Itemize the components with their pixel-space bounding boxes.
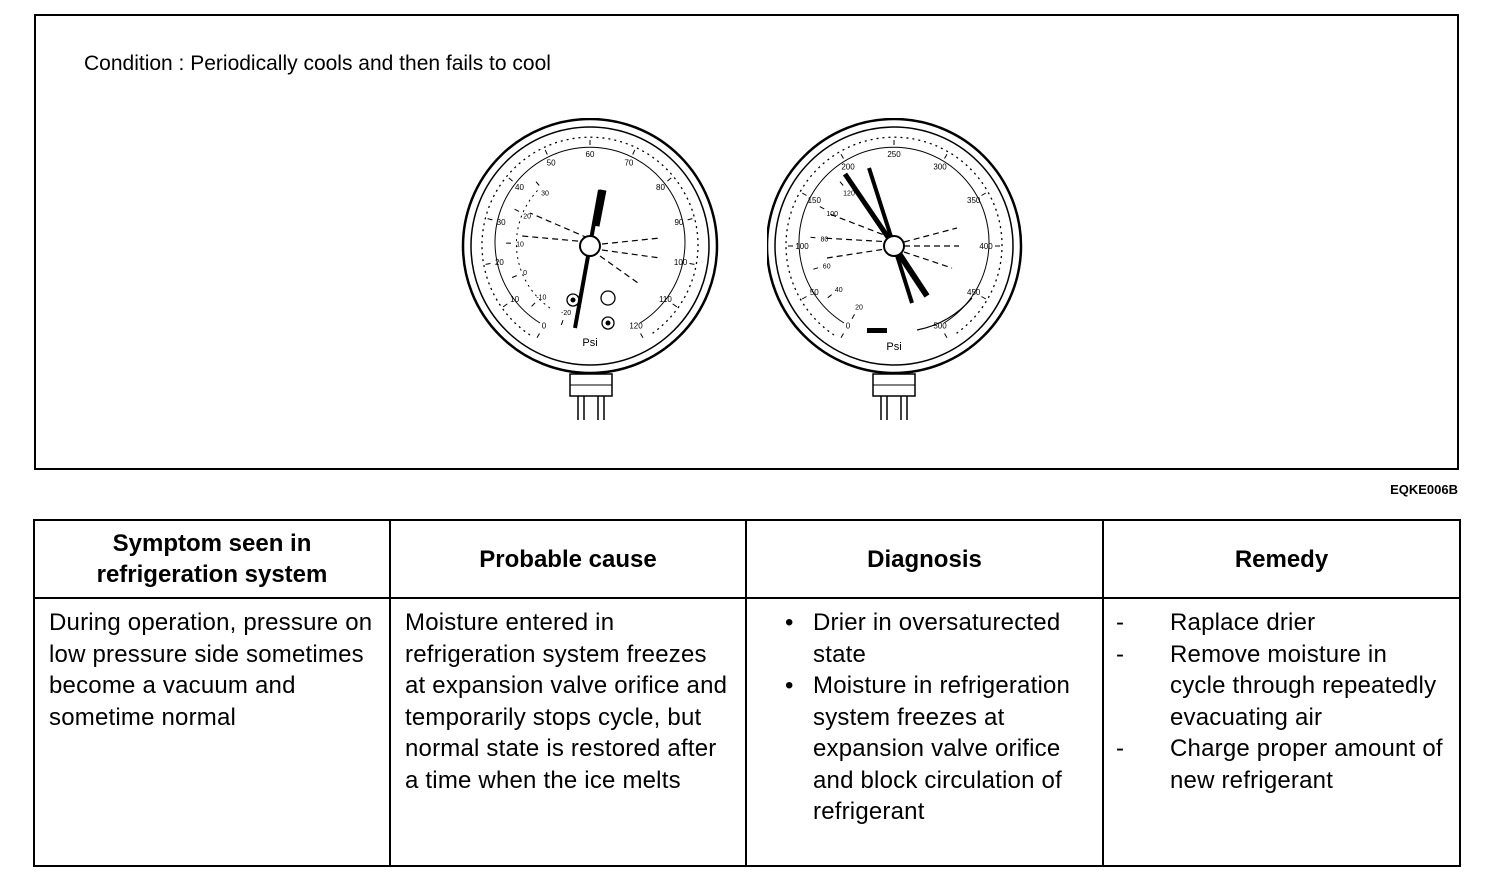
high-outer-tick: [982, 193, 986, 196]
low-outer-label: 80: [656, 182, 665, 192]
diagnosis-item: • Moisture in refrigeration system freezes at expansion valve orifice and block circulation of refrigerant: [813, 670, 1090, 828]
table-header-row: [34, 520, 1460, 598]
high-inner-label: 120: [843, 190, 855, 198]
cause-cell: Moisture entered in refrigeration system freezes at expansion valve orifice and temporarily stops cycle, but normal state is restored after a time when the ice melts: [390, 598, 746, 866]
table-row: [34, 598, 1460, 866]
diagnosis-list: [747, 607, 1090, 828]
remedy-item: - Remove moisture in cycle through repeatedly evacuating air: [1170, 639, 1447, 734]
high-inner-tick: [811, 237, 816, 238]
low-outer-tick: [688, 219, 693, 220]
low-outer-label: 110: [659, 294, 672, 304]
low-inner-label: -10: [536, 294, 547, 302]
low-gauge-unit: Psi: [582, 337, 598, 349]
low-inner-tick: [515, 209, 520, 211]
high-inner-tick: [828, 295, 832, 298]
symptom-cell: During operation, pressure on low pressure side sometimes become a vacuum and sometime normal: [34, 598, 390, 866]
low-inner-tick: [536, 182, 539, 186]
remedy-cell: [1103, 598, 1460, 866]
diagnosis-table: [33, 519, 1461, 867]
high-outer-label: 450: [967, 288, 981, 297]
low-outer-label: 120: [629, 321, 643, 331]
condition-caption: Condition : Periodically cools and then fails to cool: [84, 52, 551, 75]
low-outer-tick: [690, 264, 695, 265]
low-inner-label: -20: [561, 309, 572, 317]
high-inner-label: 100: [826, 211, 839, 219]
high-inner-label: 80: [820, 236, 829, 244]
low-outer-label: 40: [515, 182, 524, 192]
high-pressure-gauge: [767, 118, 1032, 428]
low-inner-label: 30: [541, 190, 549, 198]
low-inner-label: 0: [523, 270, 528, 278]
low-outer-label: 50: [546, 158, 556, 168]
high-outer-tick: [841, 154, 844, 158]
low-inner-tick: [532, 303, 536, 307]
header-diagnosis: Diagnosis: [746, 520, 1103, 598]
remedy-item: - Charge proper amount of new refrigerant: [1170, 733, 1447, 796]
low-outer-label: 30: [496, 218, 506, 228]
header-remedy: Remedy: [1103, 520, 1460, 598]
figure-frame: [34, 14, 1459, 470]
low-gauge-drawing: [460, 118, 725, 428]
high-outer-tick: [802, 297, 806, 300]
high-outer-label: 200: [841, 162, 855, 172]
figure-code: EQKE006B: [1390, 482, 1458, 497]
high-outer-label: 250: [887, 150, 901, 159]
diagnosis-cell: [746, 598, 1103, 866]
low-inner-tick: [561, 320, 563, 325]
high-outer-label: 150: [807, 196, 821, 205]
high-inner-label: 40: [834, 287, 843, 295]
high-outer-label: 0: [845, 321, 851, 331]
low-outer-label: 70: [624, 158, 634, 168]
diagnosis-item: • Drier in oversaturected state: [813, 607, 1090, 670]
high-gauge-unit: Psi: [886, 341, 902, 353]
low-outer-tick: [633, 150, 635, 155]
high-outer-label: 100: [795, 242, 809, 251]
high-outer-tick: [945, 154, 948, 158]
low-outer-label: 10: [510, 294, 520, 304]
low-outer-label: 0: [541, 321, 547, 331]
high-outer-label: 50: [809, 288, 819, 297]
low-outer-label: 90: [674, 218, 684, 228]
remedy-list: [1104, 607, 1447, 796]
low-outer-label: 60: [585, 150, 595, 159]
low-inner-label: 20: [523, 213, 531, 221]
high-inner-tick: [852, 314, 855, 318]
header-symptom: Symptom seen in refrigeration system: [34, 520, 390, 598]
high-outer-label: 400: [979, 242, 993, 251]
high-outer-tick: [982, 297, 986, 300]
high-outer-label: 500: [933, 321, 947, 331]
low-pressure-gauge: [460, 118, 725, 428]
low-inner-label: 10: [516, 241, 524, 249]
low-outer-tick: [488, 219, 493, 220]
high-inner-tick: [813, 268, 818, 269]
low-outer-tick: [545, 150, 547, 155]
high-outer-tick: [945, 334, 948, 338]
high-outer-label: 300: [933, 162, 947, 172]
low-outer-label: 20: [494, 258, 504, 267]
low-outer-tick: [667, 178, 671, 181]
low-outer-tick: [537, 334, 540, 338]
low-outer-tick: [503, 304, 507, 307]
high-gauge-drawing: [767, 118, 1032, 428]
low-inner-tick: [512, 276, 517, 278]
low-outer-label: 100: [673, 258, 688, 267]
high-outer-label: 350: [967, 196, 981, 205]
high-inner-tick: [840, 182, 843, 186]
low-outer-tick: [673, 304, 677, 307]
header-probable-cause: Probable cause: [390, 520, 746, 598]
high-inner-label: 20: [855, 304, 863, 312]
high-outer-tick: [841, 334, 844, 338]
low-outer-tick: [486, 264, 491, 265]
high-inner-tick: [820, 207, 824, 209]
high-outer-tick: [802, 193, 806, 196]
remedy-item: - Raplace drier: [1170, 607, 1447, 639]
low-outer-tick: [641, 334, 644, 338]
high-inner-label: 60: [822, 263, 831, 271]
low-outer-tick: [509, 178, 513, 181]
